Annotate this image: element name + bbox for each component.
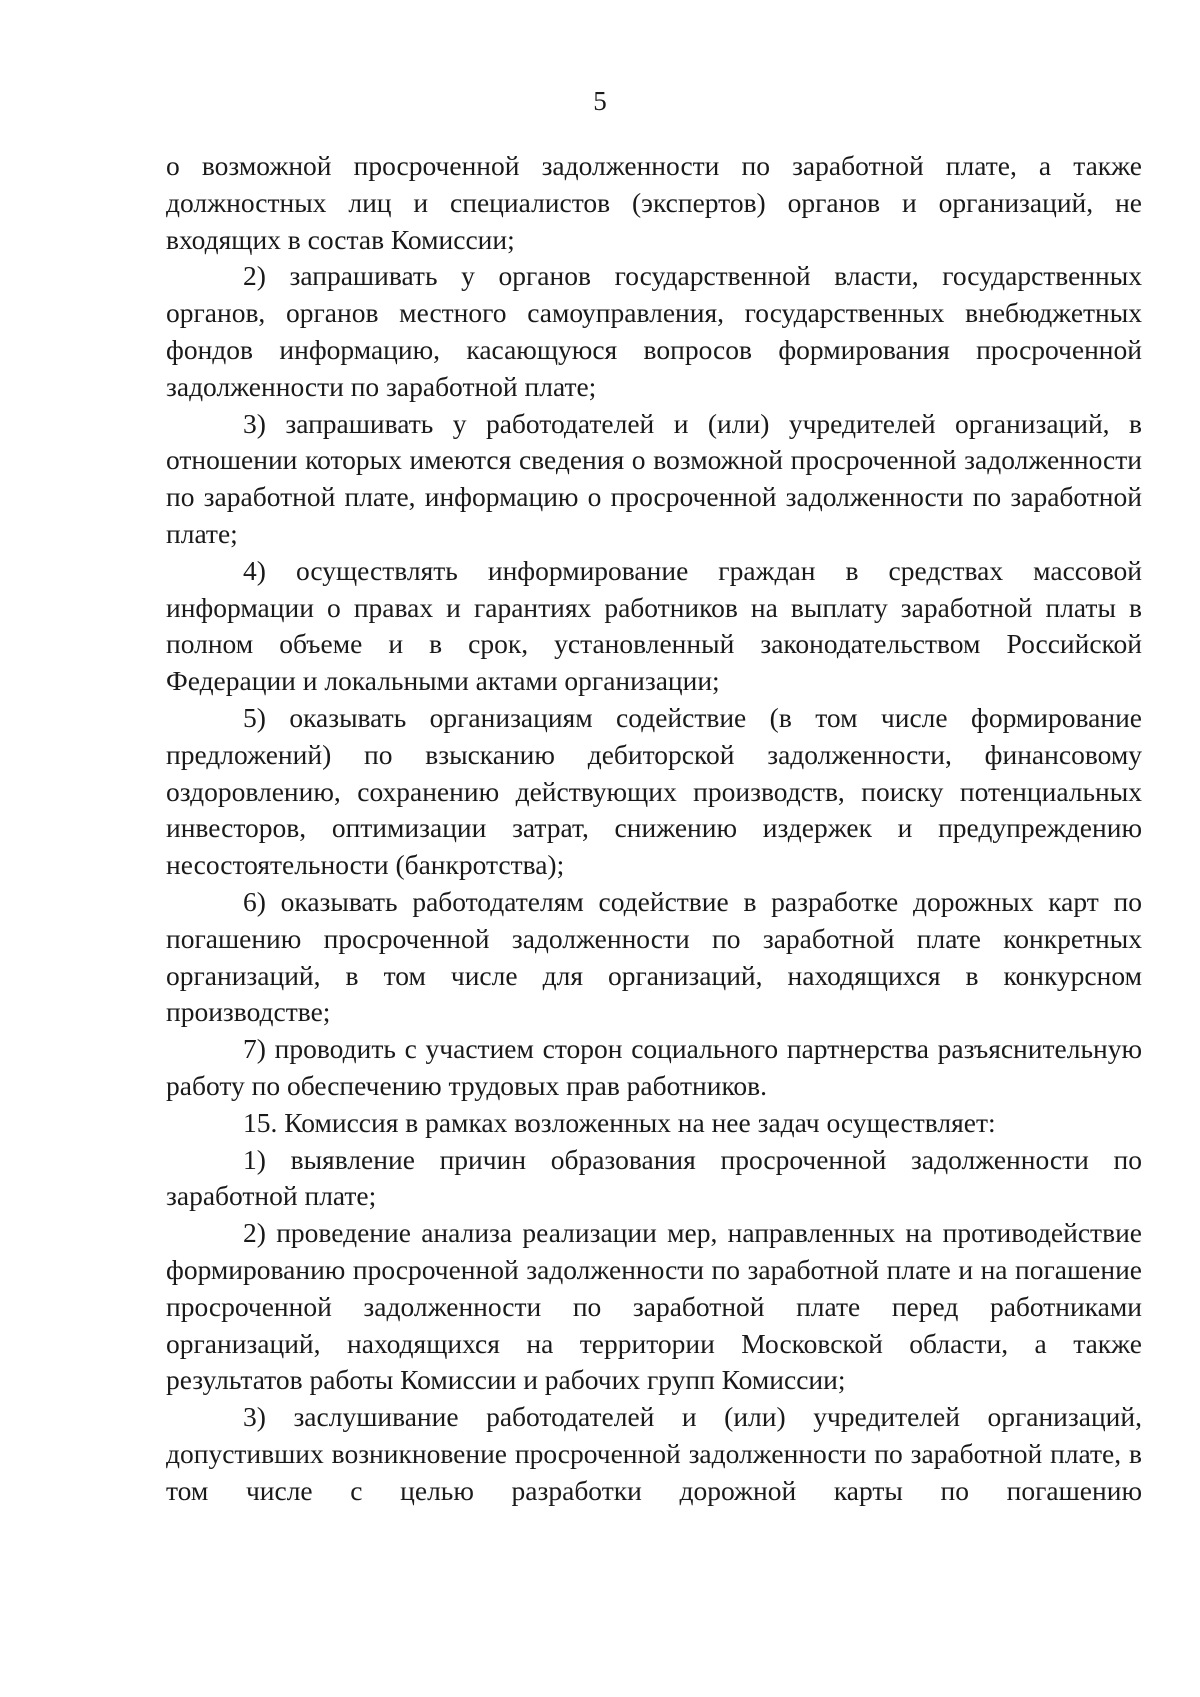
paragraph-item-5: 5) оказывать организациям содействие (в том числе формирование предложений) по взысканию дебиторской задолженности, финансовому оздоровлению, сохранению действующих производств, поиску потенциальных инвесторов, оптимизации затрат, снижению издержек и предупреждению несостоятельности (банкротства); [166,701,1142,881]
paragraph-item-3: 3) запрашивать у работодателей и (или) учредителей организаций, в отношении которых имеются сведения о возможной просроченной задолженности по заработной плате, информацию о просроченной задолженности по заработной плате; [166,407,1142,549]
paragraph-continuation: о возможной просроченной задолженности по заработной плате, а также должностных лиц и специалистов (экспертов) органов и организаций, не входящих в состав Комиссии; [166,150,1142,255]
paragraph-item-7: 7) проводить с участием сторон социального партнерства разъяснительную работу по обеспечению трудовых прав работников. [166,1033,1142,1101]
paragraph-section-15: 15. Комиссия в рамках возложенных на нее задач осуществляет: [243,1106,996,1138]
paragraph-item-2: 2) запрашивать у органов государственной власти, государственных органов, органов местного самоуправления, государственных внебюджетных фондов информацию, касающуюся вопросов формирования просроченной задолженности по заработной плате; [166,260,1142,402]
document-body [166,148,1142,1509]
paragraph-item-4: 4) осуществлять информирование граждан в средствах массовой информации о правах и гарантиях работников на выплату заработной платы в полном объеме и в срок, установленный законодательством Российской Федерации и локальными актами организации; [166,554,1142,697]
paragraph-item-6: 6) оказывать работодателям содействие в разработке дорожных карт по погашению просроченной задолженности по заработной плате конкретных организаций, в том числе для организаций, находящихся в конкурсном производстве; [166,885,1142,1028]
page-number: 5 [593,86,607,116]
paragraph-15-item-1: 1) выявление причин образования просроченной задолженности по заработной плате; [166,1143,1142,1212]
paragraph-15-item-3: 3) заслушивание работодателей и (или) учредителей организаций, допустивших возникновение просроченной задолженности по заработной плате, в том числе с целью разработки дорожной карты по погашению [166,1401,1142,1506]
paragraph-15-item-2: 2) проведение анализа реализации мер, направленных на противодействие формированию просроченной задолженности по заработной плате и на погашение просроченной задолженности по заработной плате перед работниками организаций, находящихся на территории Московской области, а также результатов работы Комиссии и рабочих групп Комиссии; [166,1217,1142,1396]
